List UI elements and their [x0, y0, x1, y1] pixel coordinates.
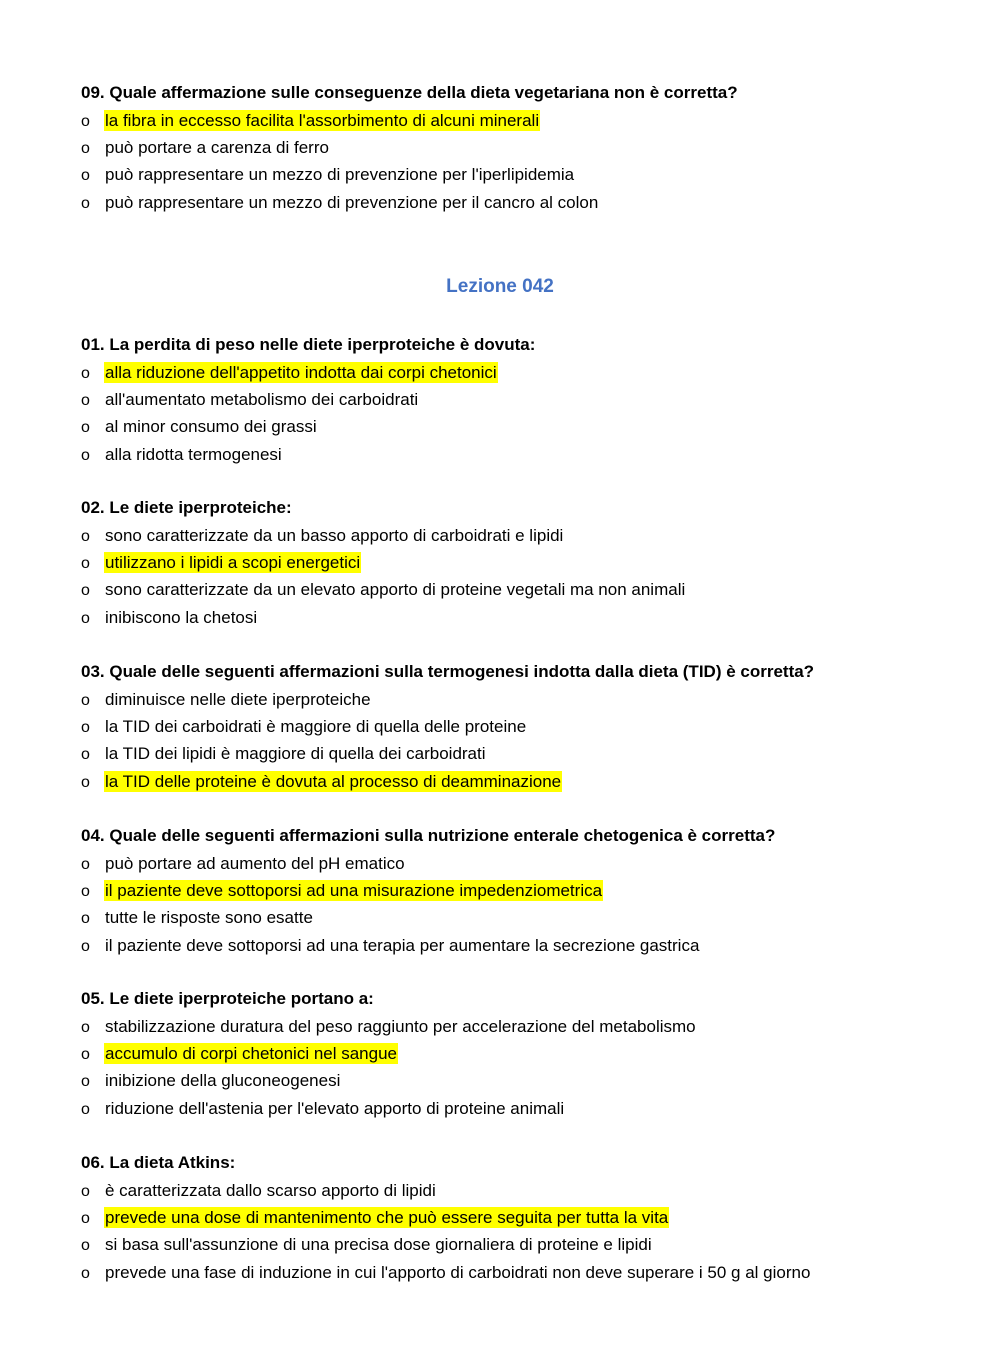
bullet-circle-icon: o: [81, 1264, 90, 1282]
answer-text: può portare ad aumento del pH ematico: [105, 854, 405, 873]
bullet-circle-icon: o: [81, 528, 90, 545]
answer-option: [81, 1207, 669, 1229]
answer-text: può rappresentare un mezzo di prevenzione per il cancro al colon: [105, 192, 599, 212]
answer-option: [81, 110, 540, 132]
answer-text: all'aumentato metabolismo dei carboidrati: [105, 390, 419, 410]
answer-text: si basa sull'assunzione di una precisa dose giornaliera di proteine e lipidi: [105, 1235, 652, 1255]
answer-option: [81, 771, 562, 793]
answer-text-highlighted: il paziente deve sottoporsi ad una misurazione impedenziometrica: [105, 881, 603, 901]
answer-text: alla ridotta termogenesi: [105, 444, 282, 464]
answer-text: sono caratterizzate da un basso apporto di carboidrati e lipidi: [105, 526, 564, 545]
answer-option: [81, 362, 498, 384]
answer-option: [81, 137, 330, 159]
bullet-circle-icon: o: [81, 1237, 90, 1255]
answer-option: [81, 552, 361, 574]
bullet-circle-icon: o: [81, 1073, 90, 1091]
answer-text: diminuisce nelle diete iperproteiche: [105, 690, 371, 709]
answer-text-highlighted: la fibra in eccesso facilita l'assorbimento di alcuni minerali: [105, 111, 540, 130]
answer-option: [81, 853, 406, 875]
answer-option: [81, 880, 603, 902]
answer-option: [81, 935, 700, 957]
bullet-circle-icon: o: [81, 392, 90, 410]
answer-option: [81, 1098, 565, 1120]
answer-text: può rappresentare un mezzo di prevenzione per l'iperlipidemia: [105, 165, 575, 185]
answer-text-highlighted: la TID delle proteine è dovuta al processo di deamminazione: [105, 771, 562, 791]
bullet-circle-icon: o: [81, 1100, 90, 1118]
bullet-circle-icon: o: [81, 1183, 90, 1200]
answer-text: inibizione della gluconeogenesi: [105, 1071, 341, 1091]
bullet-circle-icon: o: [81, 582, 90, 600]
bullet-circle-icon: o: [81, 365, 90, 382]
question-title: 04. Quale delle seguenti affermazioni sulla nutrizione enterale chetogenica è corretta?: [81, 826, 776, 845]
answer-option: [81, 1043, 398, 1065]
bullet-circle-icon: o: [81, 555, 90, 573]
bullet-circle-icon: o: [81, 856, 90, 873]
answer-option: [81, 907, 314, 929]
answer-text: riduzione dell'astenia per l'elevato apporto di proteine animali: [105, 1098, 565, 1118]
answer-text-highlighted: accumulo di corpi chetonici nel sangue: [105, 1044, 398, 1064]
answer-text: è caratterizzata dallo scarso apporto di lipidi: [105, 1181, 436, 1200]
question-title: 06. La dieta Atkins:: [81, 1153, 236, 1172]
bullet-circle-icon: o: [81, 167, 90, 185]
answer-text: sono caratterizzate da un elevato apporto di proteine vegetali ma non animali: [105, 580, 686, 600]
answer-option: [81, 1262, 811, 1284]
answer-option: [81, 389, 419, 411]
bullet-circle-icon: o: [81, 692, 90, 709]
bullet-circle-icon: o: [81, 419, 90, 437]
bullet-circle-icon: o: [81, 446, 90, 464]
answer-option: [81, 192, 599, 214]
bullet-circle-icon: o: [81, 140, 90, 158]
answer-option: [81, 525, 564, 547]
answer-text: stabilizzazione duratura del peso raggiunto per accelerazione del metabolismo: [105, 1017, 696, 1036]
answer-text: prevede una fase di induzione in cui l'apporto di carboidrati non deve superare i 50 g al giorno: [105, 1262, 811, 1282]
bullet-circle-icon: o: [81, 883, 90, 901]
lesson-title: Lezione 042: [446, 276, 554, 297]
answer-option: [81, 416, 318, 438]
answer-text: tutte le risposte sono esatte: [105, 908, 313, 928]
answer-text-highlighted: prevede una dose di mantenimento che può essere seguita per tutta la vita: [105, 1208, 669, 1228]
bullet-circle-icon: o: [81, 773, 90, 791]
answer-text: al minor consumo dei grassi: [105, 417, 317, 437]
bullet-circle-icon: o: [81, 1046, 90, 1064]
answer-option: [81, 607, 258, 629]
answer-option: [81, 716, 527, 738]
answer-option: [81, 1180, 437, 1202]
answer-option: [81, 743, 487, 765]
answer-text: inibiscono la chetosi: [105, 607, 258, 627]
answer-option: [81, 689, 372, 711]
answer-option: [81, 579, 686, 601]
answer-option: [81, 1070, 341, 1092]
answer-option: [81, 164, 575, 186]
question-title: 09. Quale affermazione sulle conseguenze della dieta vegetariana non è corretta?: [81, 83, 738, 102]
answer-option: [81, 444, 283, 466]
answer-option: [81, 1016, 697, 1038]
bullet-circle-icon: o: [81, 194, 90, 212]
bullet-circle-icon: o: [81, 1019, 90, 1036]
answer-text-highlighted: alla riduzione dell'appetito indotta dai corpi chetonici: [105, 363, 497, 382]
bullet-circle-icon: o: [81, 746, 90, 764]
bullet-circle-icon: o: [81, 113, 90, 130]
answer-text: la TID dei carboidrati è maggiore di quella delle proteine: [105, 717, 527, 737]
question-title: 02. Le diete iperproteiche:: [81, 498, 292, 517]
answer-text: può portare a carenza di ferro: [105, 138, 329, 158]
answer-text: il paziente deve sottoporsi ad una terapia per aumentare la secrezione gastrica: [105, 935, 700, 955]
answer-text: la TID dei lipidi è maggiore di quella dei carboidrati: [105, 744, 486, 764]
question-title: 01. La perdita di peso nelle diete iperproteiche è dovuta:: [81, 335, 536, 354]
question-title: 03. Quale delle seguenti affermazioni sulla termogenesi indotta dalla dieta (TID) è corretta?: [81, 662, 815, 681]
answer-text-highlighted: utilizzano i lipidi a scopi energetici: [105, 553, 361, 573]
bullet-circle-icon: o: [81, 1210, 90, 1228]
bullet-circle-icon: o: [81, 719, 90, 737]
answer-option: [81, 1234, 653, 1256]
bullet-circle-icon: o: [81, 910, 90, 928]
question-title: 05. Le diete iperproteiche portano a:: [81, 989, 374, 1008]
bullet-circle-icon: o: [81, 937, 90, 955]
bullet-circle-icon: o: [81, 609, 90, 627]
